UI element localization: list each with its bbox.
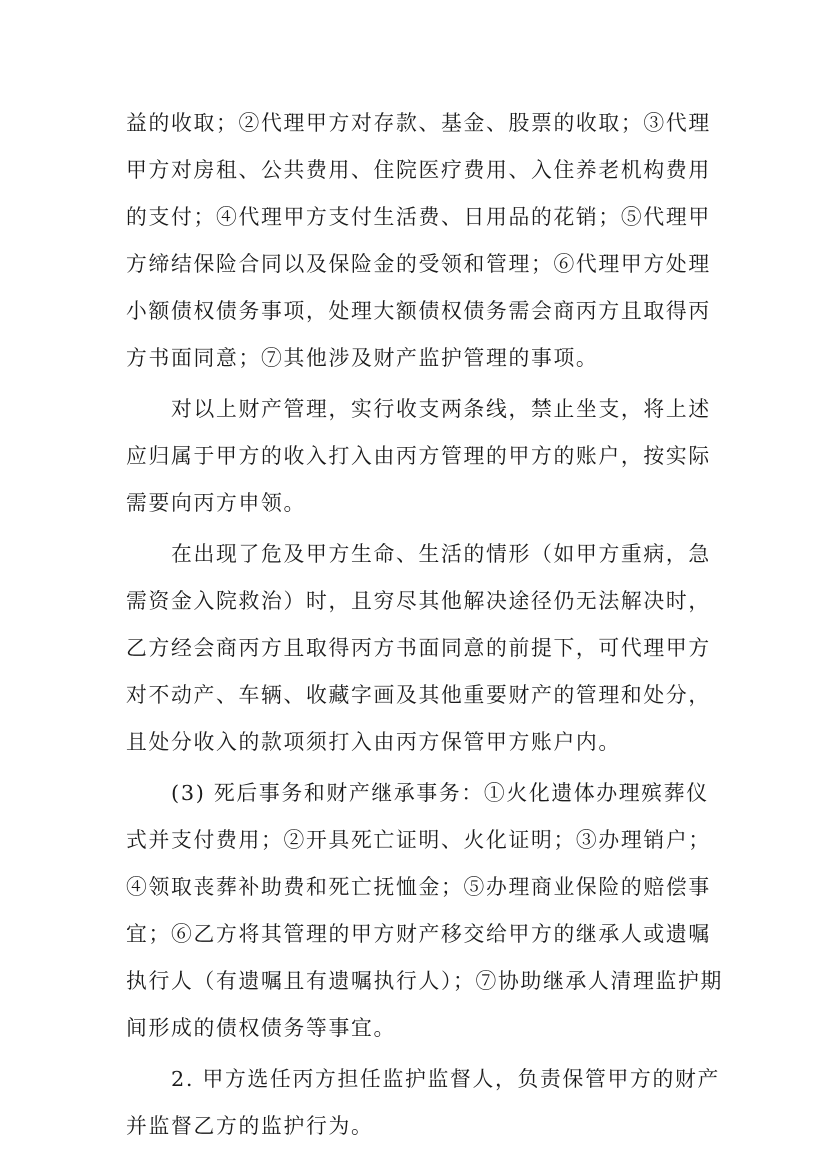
text-line: 甲方对房租、公共费用、住院医疗费用、入住养老机构费用 <box>126 158 711 182</box>
text-line: 间形成的债权债务等事宜。 <box>126 1016 396 1040</box>
text-line: 且处分收入的款项须打入由丙方保管甲方账户内。 <box>126 730 621 754</box>
text-line: 式并支付费用；②开具死亡证明、火化证明；③办理销户； <box>126 828 711 852</box>
text-line: 对以上财产管理，实行收支两条线，禁止坐支，将上述 <box>171 397 711 421</box>
text-line: 需要向丙方申领。 <box>126 491 306 515</box>
text-line: (3) 死后事务和财产继承事务：①火化遗体办理殡葬仪 <box>171 781 709 805</box>
text-line: 乙方经会商丙方且取得丙方书面同意的前提下，可代理甲方 <box>126 636 711 660</box>
text-line: 执行人（有遗嘱且有遗嘱执行人）；⑦协助继承人清理监护期 <box>126 969 724 993</box>
text-line: 2. 甲方选任丙方担任监护监督人，负责保管甲方的财产 <box>171 1067 720 1091</box>
text-line: 方缔结保险合同以及保险金的受领和管理；⑥代理甲方处理 <box>126 252 711 276</box>
text-line: 需资金入院救治）时，且穷尽其他解决途径仍无法解决时， <box>126 589 711 613</box>
text-line: ④领取丧葬补助费和死亡抚恤金；⑤办理商业保险的赔偿事 <box>126 875 711 899</box>
text-line: 并监督乙方的监护行为。 <box>126 1114 374 1138</box>
text-line: 对不动产、车辆、收藏字画及其他重要财产的管理和处分， <box>126 683 711 707</box>
text-line: 在出现了危及甲方生命、生活的情形（如甲方重病，急 <box>171 542 711 566</box>
text-line: 益的收取；②代理甲方对存款、基金、股票的收取；③代理 <box>126 111 711 135</box>
text-line: 应归属于甲方的收入打入由丙方管理的甲方的账户，按实际 <box>126 444 711 468</box>
text-line: 小额债权债务事项，处理大额债权债务需会商丙方且取得丙 <box>126 299 711 323</box>
document-body <box>126 100 724 1150</box>
text-line: 的支付；④代理甲方支付生活费、日用品的花销；⑤代理甲 <box>126 205 711 229</box>
text-line: 方书面同意；⑦其他涉及财产监护管理的事项。 <box>126 346 599 370</box>
text-line: 宜；⑥乙方将其管理的甲方财产移交给甲方的继承人或遗嘱 <box>126 922 711 946</box>
